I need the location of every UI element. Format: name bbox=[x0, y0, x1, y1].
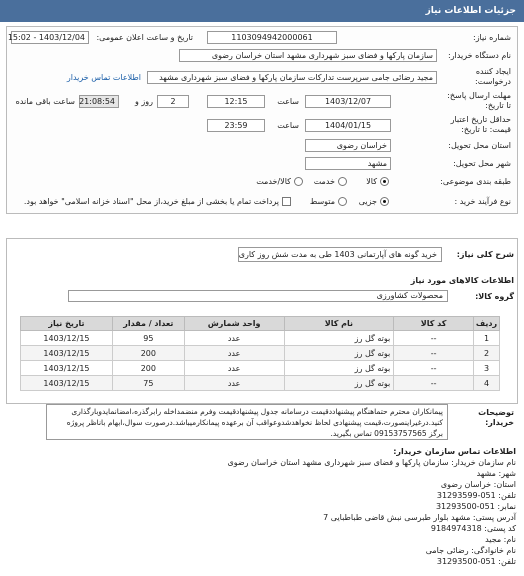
goods-table bbox=[20, 316, 500, 391]
category-both-label: کالا/خدمت bbox=[256, 177, 291, 186]
description-field: خرید گونه های آپارتمانی 1403 طی به مدت شش روز کاری bbox=[238, 247, 442, 262]
province-label: استان محل تحویل: bbox=[448, 141, 511, 150]
contact-person-phone: تلفن: 051-31293500 bbox=[436, 557, 516, 566]
category-goods-label: کالا bbox=[366, 177, 377, 186]
table-row bbox=[21, 376, 500, 391]
buyer-notes-label: توضیحات خریدار: bbox=[478, 408, 514, 427]
validity-time-field: 23:59 bbox=[207, 119, 265, 132]
validity-label: حداقل تاریخ اعتبار قیمت: تا تاریخ: bbox=[450, 115, 511, 134]
buyer-notes-field: پیمانکاران محترم حتماهنگام پیشنهاددقیمت درسامانه جدول پیشنهادقیمت وفرم منضمداخله رابرگذره،امضانمایدوبارگذاری کنید.درغیراینصورت،قیمت پیشنهادی لحاظ نخواهدشدوعواقب آن برعهده پیمانکارمیباشد.درصورت سوال،ابهام باناظر پروژه برگز 09153757565 تماس بگیرید. bbox=[46, 404, 448, 440]
cell-name: بوته گل رز bbox=[284, 331, 394, 346]
need-number-field: 1103094942000061 bbox=[207, 31, 337, 44]
process-minor-radio[interactable] bbox=[380, 197, 389, 206]
goods-section-title: اطلاعات کالاهای مورد نیاز bbox=[410, 276, 514, 285]
col-unit-header: واحد شمارش bbox=[184, 317, 284, 331]
cell-qty: 200 bbox=[112, 361, 184, 376]
validity-time-label: ساعت bbox=[277, 121, 299, 130]
cell-name: بوته گل رز bbox=[284, 376, 394, 391]
cell-index: 1 bbox=[474, 331, 500, 346]
category-both-radio[interactable] bbox=[294, 177, 303, 186]
treasury-checkbox[interactable] bbox=[282, 197, 291, 206]
cell-qty: 95 bbox=[112, 331, 184, 346]
buyer-contact-section bbox=[8, 446, 516, 567]
buyer-label: نام دستگاه خریدار: bbox=[448, 51, 511, 60]
cell-code: -- bbox=[394, 346, 474, 361]
announce-label: تاریخ و ساعت اعلان عمومی: bbox=[96, 33, 193, 42]
page-title: جزئیات اطلاعات نیاز bbox=[0, 0, 524, 22]
cell-index: 3 bbox=[474, 361, 500, 376]
hours-remaining-field: 21:08:54 bbox=[79, 95, 119, 108]
need-number-label: شماره نیاز: bbox=[473, 33, 511, 42]
deadline-date-field: 1403/12/07 bbox=[305, 95, 391, 108]
payment-note: پرداخت تمام یا بخشی از مبلغ خرید،از محل "اسناد خزانه اسلامی" خواهد بود. bbox=[23, 197, 279, 206]
contact-title: اطلاعات تماس سازمان خریدار: bbox=[393, 447, 516, 456]
process-minor-label: جزیی bbox=[358, 197, 377, 206]
process-medium-radio[interactable] bbox=[338, 197, 347, 206]
category-goods-radio[interactable] bbox=[380, 177, 389, 186]
description-label: شرح کلی نیاز: bbox=[456, 250, 514, 259]
cell-date: 1403/12/15 bbox=[21, 346, 113, 361]
category-service-label: خدمت bbox=[313, 177, 335, 186]
city-field: مشهد bbox=[305, 157, 391, 170]
process-label: نوع فرآیند خرید : bbox=[454, 197, 511, 206]
cell-unit: عدد bbox=[184, 361, 284, 376]
contact-address: آدرس پستی: مشهد بلوار طبرسی نبش قاضی طباطبایی 7 bbox=[323, 513, 516, 522]
deadline-time-label: ساعت bbox=[277, 97, 299, 106]
contact-city: شهر: مشهد bbox=[476, 469, 516, 478]
goods-group-label: گروه کالا: bbox=[475, 292, 514, 301]
table-row bbox=[21, 331, 500, 346]
table-row bbox=[21, 361, 500, 376]
col-code-header: کد کالا bbox=[394, 317, 474, 331]
days-label: روز و bbox=[135, 97, 153, 106]
cell-name: بوته گل رز bbox=[284, 346, 394, 361]
creator-label: ایجاد کننده درخواست: bbox=[475, 67, 511, 86]
province-field: خراسان رضوی bbox=[305, 139, 391, 152]
table-header-row bbox=[21, 317, 500, 331]
cell-code: -- bbox=[394, 361, 474, 376]
category-service-radio[interactable] bbox=[338, 177, 347, 186]
deadline-label: مهلت ارسال پاسخ: تا تاریخ: bbox=[447, 91, 511, 110]
cell-date: 1403/12/15 bbox=[21, 376, 113, 391]
announce-field: 1403/12/04 - 15:02 bbox=[11, 31, 89, 44]
buyer-field: سازمان پارکها و فضای سبز شهرداری مشهد استان خراسان رضوی bbox=[179, 49, 437, 62]
cell-index: 4 bbox=[474, 376, 500, 391]
cell-code: -- bbox=[394, 331, 474, 346]
need-info-panel bbox=[6, 26, 518, 214]
city-label: شهر محل تحویل: bbox=[453, 159, 511, 168]
contact-fax: نمابر: 051-31293500 bbox=[435, 502, 516, 511]
cell-unit: عدد bbox=[184, 331, 284, 346]
contact-postal-code: کد پستی: 9184974318 bbox=[430, 524, 516, 533]
col-index-header: ردیف bbox=[474, 317, 500, 331]
contact-org: نام سازمان خریدار: سازمان پارکها و فضای سبز شهرداری مشهد استان خراسان رضوی bbox=[227, 458, 516, 467]
contact-phone: تلفن: 051-31293599 bbox=[436, 491, 516, 500]
contact-province: استان: خراسان رضوی bbox=[440, 480, 516, 489]
cell-date: 1403/12/15 bbox=[21, 331, 113, 346]
cell-index: 2 bbox=[474, 346, 500, 361]
remaining-label: ساعت باقی مانده bbox=[15, 97, 75, 106]
cell-name: بوته گل رز bbox=[284, 361, 394, 376]
table-row bbox=[21, 346, 500, 361]
cell-date: 1403/12/15 bbox=[21, 361, 113, 376]
cell-unit: عدد bbox=[184, 376, 284, 391]
buyer-contact-link[interactable]: اطلاعات تماس خریدار bbox=[66, 73, 141, 82]
category-label: طبقه بندی موضوعی: bbox=[440, 177, 511, 186]
contact-first-name: نام: مجید bbox=[485, 535, 516, 544]
col-name-header: نام کالا bbox=[284, 317, 394, 331]
validity-date-field: 1404/01/15 bbox=[305, 119, 391, 132]
contact-last-name: نام خانوادگی: رضائی جامی bbox=[425, 546, 516, 555]
col-date-header: تاریخ نیاز bbox=[21, 317, 113, 331]
deadline-time-field: 12:15 bbox=[207, 95, 265, 108]
cell-code: -- bbox=[394, 376, 474, 391]
days-remaining-field: 2 bbox=[157, 95, 189, 108]
goods-group-field: محصولات کشاورزی bbox=[68, 290, 448, 302]
cell-qty: 200 bbox=[112, 346, 184, 361]
creator-field: مجید رضائی جامی سرپرست تدارکات سازمان پارکها و فضای سبز شهرداری مشهد bbox=[147, 71, 437, 84]
col-qty-header: تعداد / مقدار bbox=[112, 317, 184, 331]
cell-unit: عدد bbox=[184, 346, 284, 361]
cell-qty: 75 bbox=[112, 376, 184, 391]
process-medium-label: متوسط bbox=[309, 197, 335, 206]
